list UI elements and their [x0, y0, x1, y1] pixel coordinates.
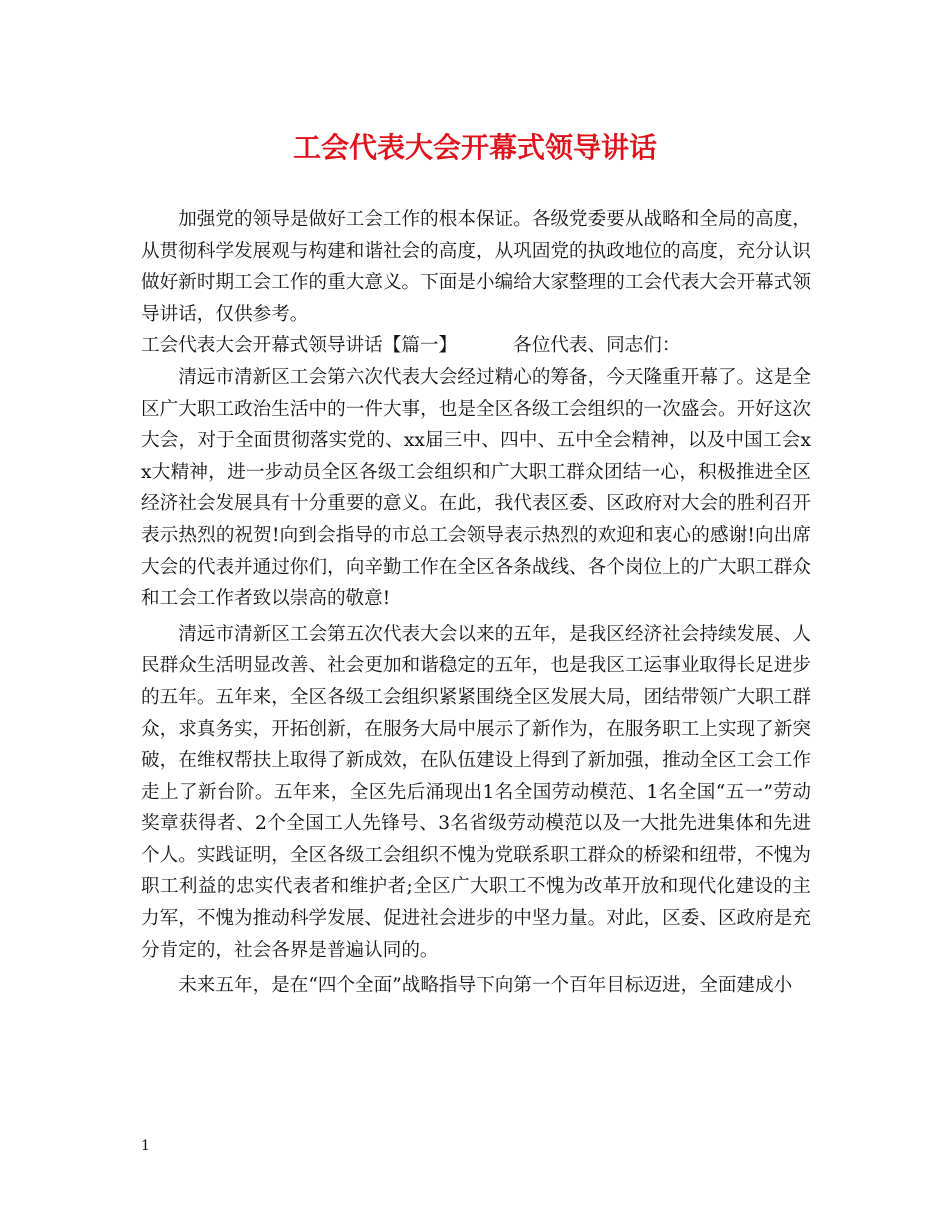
salutation: 各位代表、同志们： [513, 335, 681, 357]
section-heading: 工会代表大会开幕式领导讲话【篇一】 [141, 335, 458, 357]
body-paragraph: 未来五年，是在“四个全面”战略指导下向第一个百年目标迈进，全面建成小 [178, 975, 793, 997]
document-body [141, 204, 811, 1002]
document-title: 工会代表大会开幕式领导讲话 [292, 131, 657, 164]
body-paragraph: 清远市清新区工会第六次代表大会经过精心的筹备，今天隆重开幕了。这是全区广大职工政治生活中的一件大事，也是全区各级工会组织的一次盛会。开好这次大会，对于全面贯彻落实党的、xx届三中、四中、五中全会精神，以及中国工会xx大精神，进一步动员全区各级工会组织和广大职工群众团结一心，积极推进全区经济社会发展具有十分重要的意义。在此，我代表区委、区政府对大会的胜利召开表示热烈的祝贺!向到会指导的市总工会领导表示热烈的欢迎和衷心的感谢!向出席大会的代表并通过你们，向辛勤工作在全区各条战线、各个岗位上的广大职工群众和工会工作者致以崇高的敬意! [141, 366, 811, 610]
intro-paragraph: 加强党的领导是做好工会工作的根本保证。各级党委要从战略和全局的高度，从贯彻科学发展观与构建和谐社会的高度，从巩固党的执政地位的高度，充分认识做好新时期工会工作的重大意义。下面是小编给大家整理的工会代表大会开幕式领导讲话，仅供参考。 [141, 209, 811, 325]
section-heading-line [141, 330, 811, 362]
body-paragraph: 清远市清新区工会第五次代表大会以来的五年，是我区经济社会持续发展、人民群众生活明显改善、社会更加和谐稳定的五年，也是我区工运事业取得长足进步的五年。五年来，全区各级工会组织紧紧围绕全区发展大局，团结带领广大职工群众，求真务实，开拓创新，在服务大局中展示了新作为，在服务职工上实现了新突破，在维权帮扶上取得了新成效，在队伍建设上得到了新加强，推动全区工会工作走上了新台阶。五年来，全区先后涌现出1名全国劳动模范、1名全国“五一”劳动奖章获得者、2个全国工人先锋号、3名省级劳动模范以及一大批先进集体和先进个人。实践证明，全区各级工会组织不愧为党联系职工群众的桥梁和纽带，不愧为职工利益的忠实代表者和维护者;全区广大职工不愧为改革开放和现代化建设的主力军，不愧为推动科学发展、促进社会进步的中坚力量。对此，区委、区政府是充分肯定的，社会各界是普遍认同的。 [141, 623, 811, 961]
page-number: 1 [141, 1138, 150, 1154]
